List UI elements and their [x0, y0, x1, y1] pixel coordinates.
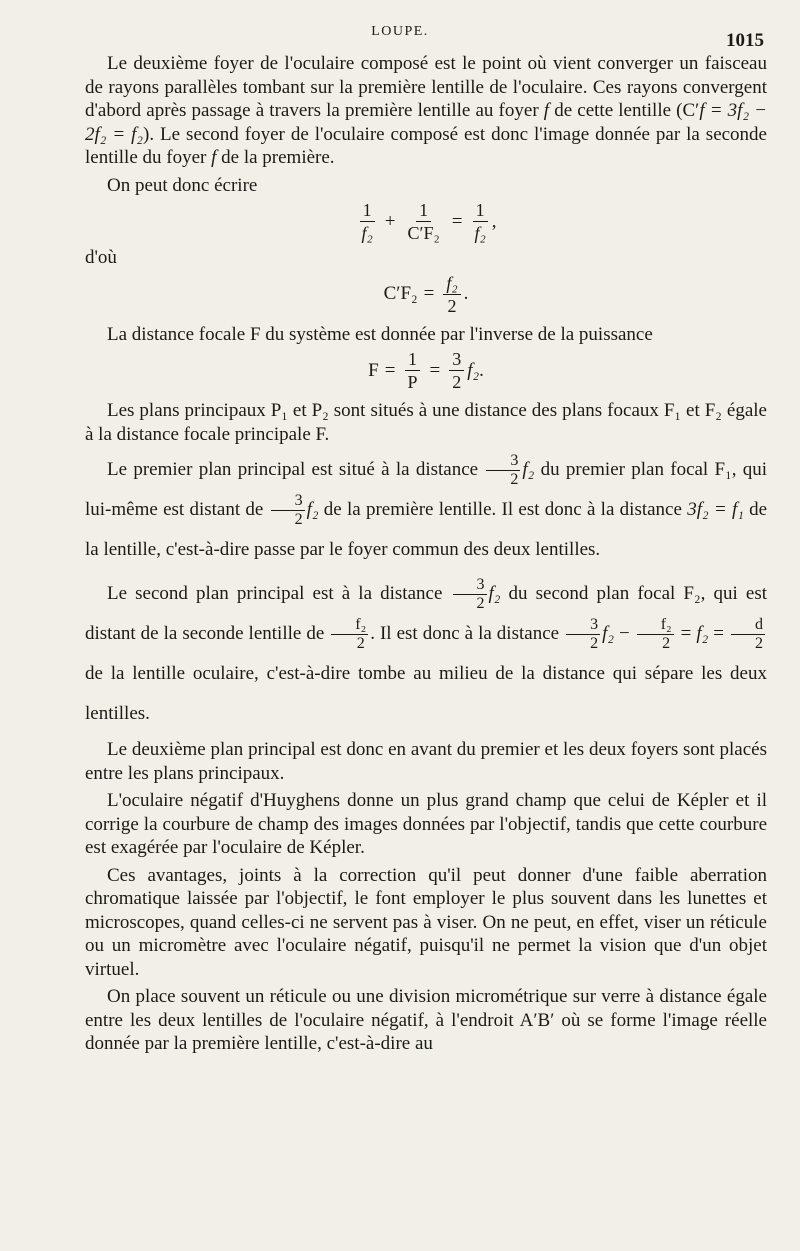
paragraph-5: Le premier plan principal est situé à la distance $\frac{3}{2}$ f₂ du premier plan focal F₁, qui lui-même est distant de $\frac{3}{2}$ f₂ de la première lentille. Il est donc à la distance 3f₂ = f₁ de la lentille, c'est-à-dire passe par le foyer commun des deux lentilles. — [85, 452, 768, 560]
equation-sum: $\frac{1}{\text{f₂}}$ + $\frac{1}{\text{C′F₂}}$ = $\frac{1}{\text{f₂}}$ , — [361, 200, 497, 243]
running-title: LOUPE. — [371, 24, 429, 39]
paragraph-1: Le deuxième foyer de l'oculaire composé est le point où vient converger un faisceau de rayons parallèles tombant sur la première lentille de l'oculaire. Ces rayons convergent d'abord après passage à travers la première lentille au foyer f de cette lentille (C′f = 3f₂ − 2f₂ = f₂). Le second foyer de l'oculaire composé est donc l'image donnée par la seconde lentille du foyer f de la première. — [85, 53, 768, 168]
paragraph-7: Le deuxième plan principal est donc en avant du premier et les deux foyers sont placés entre les plans principaux. — [85, 739, 767, 784]
paragraph-2: On peut donc écrire — [107, 174, 258, 196]
paragraph-4: Les plans principaux P₁ et P₂ sont situés à une distance des plans focaux F₁ et F₂ égale à la distance focale principale F. — [85, 400, 767, 445]
paragraph-6: Le second plan principal est à la distance $\frac{3}{2}$ f₂ du second plan focal F₂, qui est distant de la seconde lentille de $\frac{\text{f₂}}{2}$ . Il est donc à la distance $\frac{3}{2}$ f₂ − $\frac{\text{f₂}}{2}$ = f₂ = $\frac{d}{2}$ de la lentille oculaire, c'est-à-dire tombe au milieu de la distance qui sépare les deux lentilles. — [85, 576, 767, 724]
paragraph-3: La distance focale F du système est donnée par l'inverse de la puissance — [107, 323, 653, 345]
paragraph-8: L'oculaire négatif d'Huyghens donne un plus grand champ que celui de Képler et il corrige la courbure de champ des images données par l'objectif, tandis que cette courbure est exagérée par l'oculaire de Képler. — [85, 790, 767, 858]
page-body — [85, 52, 767, 1056]
page-number: 1015 — [726, 30, 764, 51]
paragraph-10: On place souvent un réticule ou une division micrométrique sur verre à distance égale entre les deux lentilles de l'oculaire négatif, à l'endroit A′B′ où se forme l'image réelle donnée par la première lentille, c'est-à-dire au — [85, 986, 767, 1054]
equation-cf2: C′F₂ = $\frac{\text{f₂}}{2}$ . — [383, 272, 469, 316]
equation-F: F = $\frac{1}{P}$ = $\frac{3}{2}$ f₂ . — [368, 349, 484, 392]
page-header — [0, 22, 800, 52]
paragraph-dou: d'où — [85, 247, 117, 268]
paragraph-9: Ces avantages, joints à la correction qu'il peut donner d'une faible aberration chromatique laissée par l'objectif, le font employer le plus souvent dans les lunettes et microscopes, quand celles-ci ne servent pas à viser. On ne peut, en effet, viser un réticule ou un micromètre avec l'oculaire négatif, puisqu'il ne permet la vision que d'un objet virtuel. — [85, 864, 767, 980]
